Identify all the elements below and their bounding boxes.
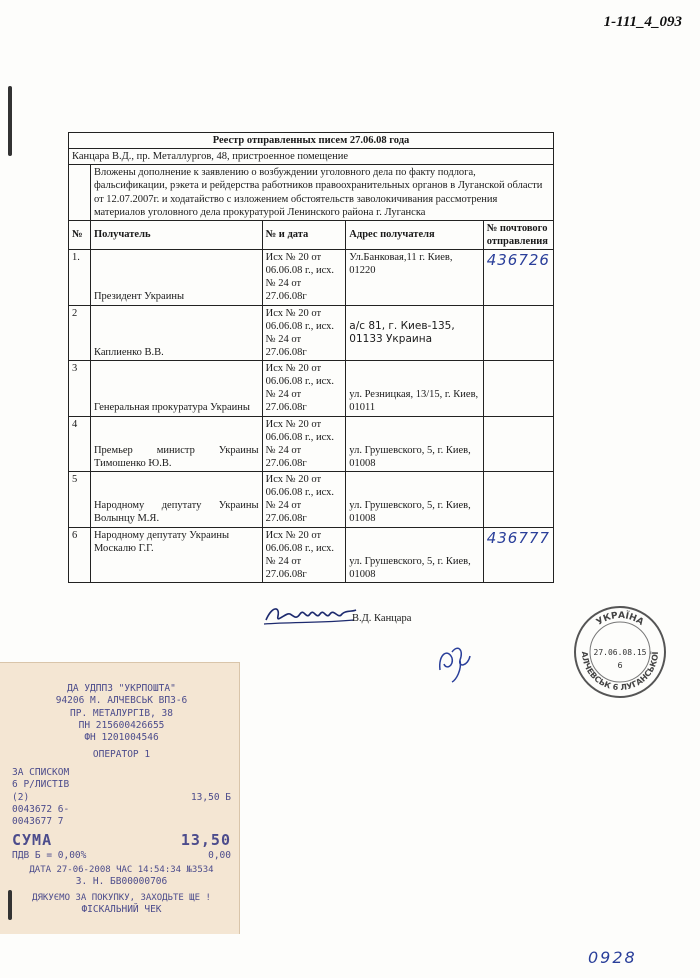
header-postal: № почтового отправления xyxy=(483,220,553,249)
row-ref xyxy=(262,250,346,306)
row-num: 2 xyxy=(69,305,91,361)
receipt-serial: З. Н. БВ00000706 xyxy=(75,876,168,888)
ref-line: № 24 от 27.06.08г xyxy=(265,444,307,469)
receipt-street: ПР. МЕТАЛУРГІВ, 38 xyxy=(70,707,173,719)
receipt-vat-row xyxy=(12,850,231,862)
page-number-handwritten: 0928 xyxy=(588,948,637,967)
recipient-line-justified xyxy=(94,444,259,457)
row-recipient: Каплиенко В.В. xyxy=(90,305,262,361)
ref-line: № 24 от 27.06.08г xyxy=(265,555,307,580)
row-num: 1. xyxy=(69,250,91,306)
row-recipient: Народному депутату Украины Москалю Г.Г. xyxy=(90,527,262,583)
signature-icon xyxy=(262,598,358,628)
header-address: Адрес получателя xyxy=(346,220,483,249)
header-ref: № и дата xyxy=(262,220,346,249)
row-recipient: Генеральная прокуратура Украины xyxy=(90,361,262,417)
row-address: ул. Грушевского, 5, г. Киев, 01008 xyxy=(346,527,483,583)
row-ref xyxy=(262,361,346,417)
row-postal xyxy=(483,527,553,583)
ref-line: Исх № 20 от xyxy=(265,252,322,263)
header-num: № xyxy=(69,220,91,249)
postal-number-handwritten: 436777 xyxy=(486,528,550,547)
receipt-code: 0043677 7 xyxy=(12,816,64,828)
enclosure-blank-cell xyxy=(69,165,91,221)
receipt-line: ЗА СПИСКОМ xyxy=(12,767,70,779)
receipt-thanks: ДЯКУЄМО ЗА ПОКУПКУ, ЗАХОДЬТЕ ЩЕ ! xyxy=(32,892,211,903)
ref-line: № 24 от 27.06.08г xyxy=(265,389,307,414)
register-title: Реестр отправленных писем 27.06.08 года xyxy=(69,133,554,149)
postal-stamp-icon xyxy=(572,604,668,700)
table-row xyxy=(69,305,554,361)
row-address: ул. Грушевского, 5, г. Киев, 01008 xyxy=(346,416,483,472)
receipt-qty-amount: 13,50 Б xyxy=(190,791,231,803)
fiscal-receipt xyxy=(0,662,240,934)
row-address: ул. Грушевского, 5, г. Киев, 01008 xyxy=(346,472,483,528)
enclosure-row xyxy=(69,165,554,221)
stamp-date: 27.06.08.15 xyxy=(593,648,647,657)
row-postal xyxy=(483,361,553,417)
table-row xyxy=(69,416,554,472)
sender-row xyxy=(69,149,554,165)
stamp-bottom-text: АЛЧЕВСЬК 6 ЛУГАНСЬКОЇ xyxy=(579,651,661,693)
recipient-word: Украины xyxy=(218,500,259,512)
ref-line: Исх № 20 от xyxy=(265,418,322,430)
ref-line: Исх № 20 от xyxy=(265,363,322,374)
receipt-fiscal-label: ФІСКАЛЬНИЙ ЧЕК xyxy=(81,904,162,916)
receipt-total-label: СУМА xyxy=(12,830,53,849)
ref-line: 06.06.08 г., исх. xyxy=(265,542,335,554)
row-recipient: Президент Украины xyxy=(90,250,262,306)
recipient-word: Премьер xyxy=(93,444,133,456)
row-ref xyxy=(262,416,346,472)
sender-info: Канцара В.Д., пр. Металлургов, 48, пристроенное помещение xyxy=(69,149,554,165)
header-row xyxy=(69,220,554,249)
enclosure-text: Вложены дополнение к заявлению о возбуждении уголовного дела по факту подлога, фальсификации, рэкета и рейдерства работников правоохранительных органов в Луганской области от 12.07.2007г. и ходатайство с изложением обстоятельств заволокичивания рассмотрения материалов уголовного дела прокуратурой Ленинского района г. Луганска xyxy=(90,165,553,221)
ref-line: 06.06.08 г., исх. xyxy=(265,376,335,388)
recipient-line: Тимошенко Ю.В. xyxy=(93,457,172,469)
row-address: а/с 81, г. Киев-135, 01133 Украина xyxy=(346,305,483,361)
receipt-total: 13,50 xyxy=(180,830,231,849)
table-row xyxy=(69,250,554,306)
row-ref xyxy=(262,472,346,528)
receipt-qty-row xyxy=(12,792,231,804)
row-num: 5 xyxy=(69,472,91,528)
receipt-fn: ФН 1201004546 xyxy=(84,732,159,744)
row-address: Ул.Банковая,11 г. Киев, 01220 xyxy=(346,250,483,306)
ref-line: 06.06.08 г., исх. xyxy=(265,431,335,443)
recipient-word: министр xyxy=(156,444,195,456)
receipt-code: 0043672 6- xyxy=(12,804,70,816)
ref-line: № 24 от 27.06.08г xyxy=(265,333,307,358)
signature-name: В.Д. Канцара xyxy=(352,613,412,624)
table-row xyxy=(69,527,554,583)
row-postal xyxy=(483,305,553,361)
receipt-pn: ПН 215600426655 xyxy=(78,720,165,732)
ref-line: 06.06.08 г., исх. xyxy=(265,487,335,499)
table-row xyxy=(69,472,554,528)
header-recipient: Получатель xyxy=(90,220,262,249)
row-ref xyxy=(262,305,346,361)
receipt-vat-amount: 0,00 xyxy=(208,850,231,862)
row-address: ул. Резницкая, 13/15, г. Киев, 01011 xyxy=(346,361,483,417)
receipt-line: 6 Р/ЛИСТІВ xyxy=(12,779,70,791)
receipt-datetime: ДАТА 27-06-2008 ЧАС 14:54:34 №3534 xyxy=(29,864,214,875)
recipient-word: Народному xyxy=(93,500,145,512)
ref-line: № 24 от 27.06.08г xyxy=(265,500,307,525)
receipt-total-row xyxy=(12,831,231,851)
ref-line: № 24 от 27.06.08г xyxy=(265,278,307,303)
row-postal xyxy=(483,250,553,306)
staple-icon xyxy=(8,86,12,156)
receipt-operator: ОПЕРАТОР 1 xyxy=(92,748,151,760)
row-num: 6 xyxy=(69,527,91,583)
receipt-org: ДА УДППЗ "УКРПОШТА" xyxy=(67,683,176,694)
row-num: 4 xyxy=(69,416,91,472)
staple-icon xyxy=(8,890,12,920)
table-row xyxy=(69,361,554,417)
recipient-word: Украины xyxy=(218,444,259,456)
receipt-office: 94206 М. АЛЧЕВСЬК ВПЗ-6 xyxy=(55,695,188,707)
row-recipient xyxy=(90,472,262,528)
row-recipient xyxy=(90,416,262,472)
recipient-line: Волынцу М.Я. xyxy=(93,513,160,525)
row-num: 3 xyxy=(69,361,91,417)
receipt-qty: (2) xyxy=(12,791,30,803)
postal-number-handwritten: 436726 xyxy=(486,251,550,269)
ref-line: 06.06.08 г., исх. xyxy=(265,265,335,277)
handwritten-initials-icon xyxy=(434,640,474,684)
ref-line: Исх № 20 от xyxy=(265,307,322,319)
recipient-word: депутату xyxy=(161,500,202,512)
document-code: 1-111_4_093 xyxy=(603,14,682,30)
stamp-index: 6 xyxy=(617,661,623,670)
recipient-line-justified xyxy=(94,499,259,512)
register-title-row xyxy=(69,133,554,149)
row-postal xyxy=(483,416,553,472)
row-postal xyxy=(483,472,553,528)
ref-line: Исх № 20 от xyxy=(265,474,322,485)
ref-line: Исх № 20 от xyxy=(265,529,322,541)
register-table xyxy=(68,132,554,583)
stamp-top-text: УКРАЇНА xyxy=(594,610,646,628)
ref-line: 06.06.08 г., исх. xyxy=(265,320,335,332)
row-ref xyxy=(262,527,346,583)
receipt-vat-label: ПДВ Б = 0,00% xyxy=(12,850,87,862)
